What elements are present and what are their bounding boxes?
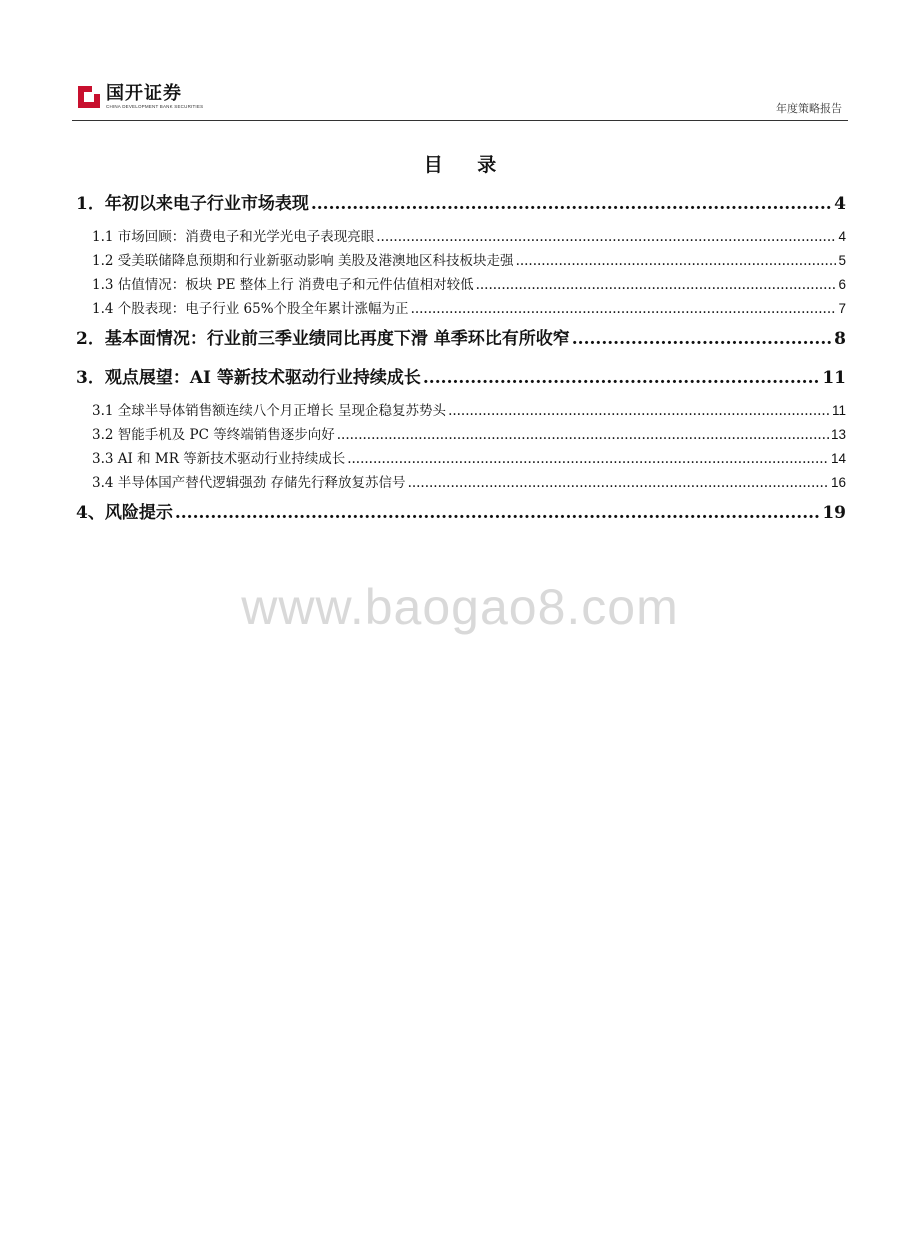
logo-subname: CHINA DEVELOPMENT BANK SECURITIES [106, 104, 204, 109]
toc-entry-label: 3.3 AI 和 MR 等新技术驱动行业持续成长 [92, 451, 346, 467]
toc-entry[interactable] [76, 447, 846, 471]
logo-name: 国开证券 [106, 83, 182, 104]
watermark: www.baogao8.com [241, 579, 679, 635]
toc-entry-label: 2．基本面情况：行业前三季业绩同比再度下滑 单季环比有所收窄 [76, 329, 570, 349]
toc-entry-label: 3.1 全球半导体销售额连续八个月正增长 呈现企稳复苏势头 [92, 403, 447, 419]
toc-entry-page: 16 [830, 475, 846, 490]
toc-leader-dots [376, 225, 836, 249]
toc-entry-label: 1.2 受美联储降息预期和行业新驱动影响 美股及港澳地区科技板块走强 [92, 253, 514, 269]
toc-leader-dots [337, 423, 829, 447]
toc-entry[interactable] [76, 273, 846, 297]
toc-leader-dots [516, 249, 837, 273]
toc-entry-page: 14 [830, 451, 846, 466]
company-logo [78, 84, 203, 110]
toc-entry-page: 5 [838, 253, 846, 268]
report-type: 年度策略报告 [776, 102, 842, 115]
logo-icon [78, 86, 100, 108]
toc-leader-dots [175, 499, 820, 527]
toc-entry[interactable] [76, 249, 846, 273]
toc-leader-dots [311, 190, 832, 218]
toc-entry-label: 1.1 市场回顾：消费电子和光学光电子表现亮眼 [92, 229, 375, 245]
toc-entry[interactable] [76, 399, 846, 423]
toc-entry-page: 4 [838, 229, 846, 244]
toc-entry[interactable] [76, 190, 846, 225]
toc-entry-label: 3.4 半导体国产替代逻辑强劲 存储先行释放复苏信号 [92, 475, 406, 491]
toc-entry-label: 1．年初以来电子行业市场表现 [76, 194, 309, 214]
toc-entry-page: 7 [838, 301, 846, 316]
toc-entry[interactable] [76, 364, 846, 399]
toc-entry[interactable] [76, 423, 846, 447]
toc-leader-dots [476, 273, 837, 297]
toc-leader-dots [411, 297, 837, 321]
toc-entry[interactable] [76, 225, 846, 249]
toc-entry-page: 11 [831, 403, 846, 418]
toc-entry[interactable] [76, 499, 846, 534]
toc-entry-page: 8 [834, 329, 846, 349]
table-of-contents [76, 186, 846, 534]
toc-entry[interactable] [76, 297, 846, 321]
toc-entry-label: 1.3 估值情况：板块 PE 整体上行 消费电子和元件估值相对较低 [92, 277, 474, 293]
toc-entry-label: 3．观点展望：AI 等新技术驱动行业持续成长 [76, 368, 421, 388]
toc-entry[interactable] [76, 325, 846, 360]
toc-leader-dots [408, 471, 829, 495]
toc-leader-dots [347, 447, 829, 471]
toc-entry-label: 3.2 智能手机及 PC 等终端销售逐步向好 [92, 427, 335, 443]
toc-entry-label: 1.4 个股表现：电子行业 65%个股全年累计涨幅为正 [92, 301, 409, 317]
toc-entry-page: 6 [838, 277, 846, 292]
toc-entry-page: 11 [822, 368, 846, 388]
toc-entry[interactable] [76, 471, 846, 495]
toc-entry-page: 13 [830, 427, 846, 442]
toc-leader-dots [423, 364, 820, 392]
toc-entry-page: 19 [822, 503, 846, 523]
toc-title: 目 录 [423, 154, 511, 176]
toc-entry-page: 4 [834, 194, 846, 214]
toc-leader-dots [572, 325, 832, 353]
page-header [72, 80, 848, 121]
toc-leader-dots [448, 399, 830, 423]
toc-entry-label: 4、风险提示 [76, 503, 173, 523]
